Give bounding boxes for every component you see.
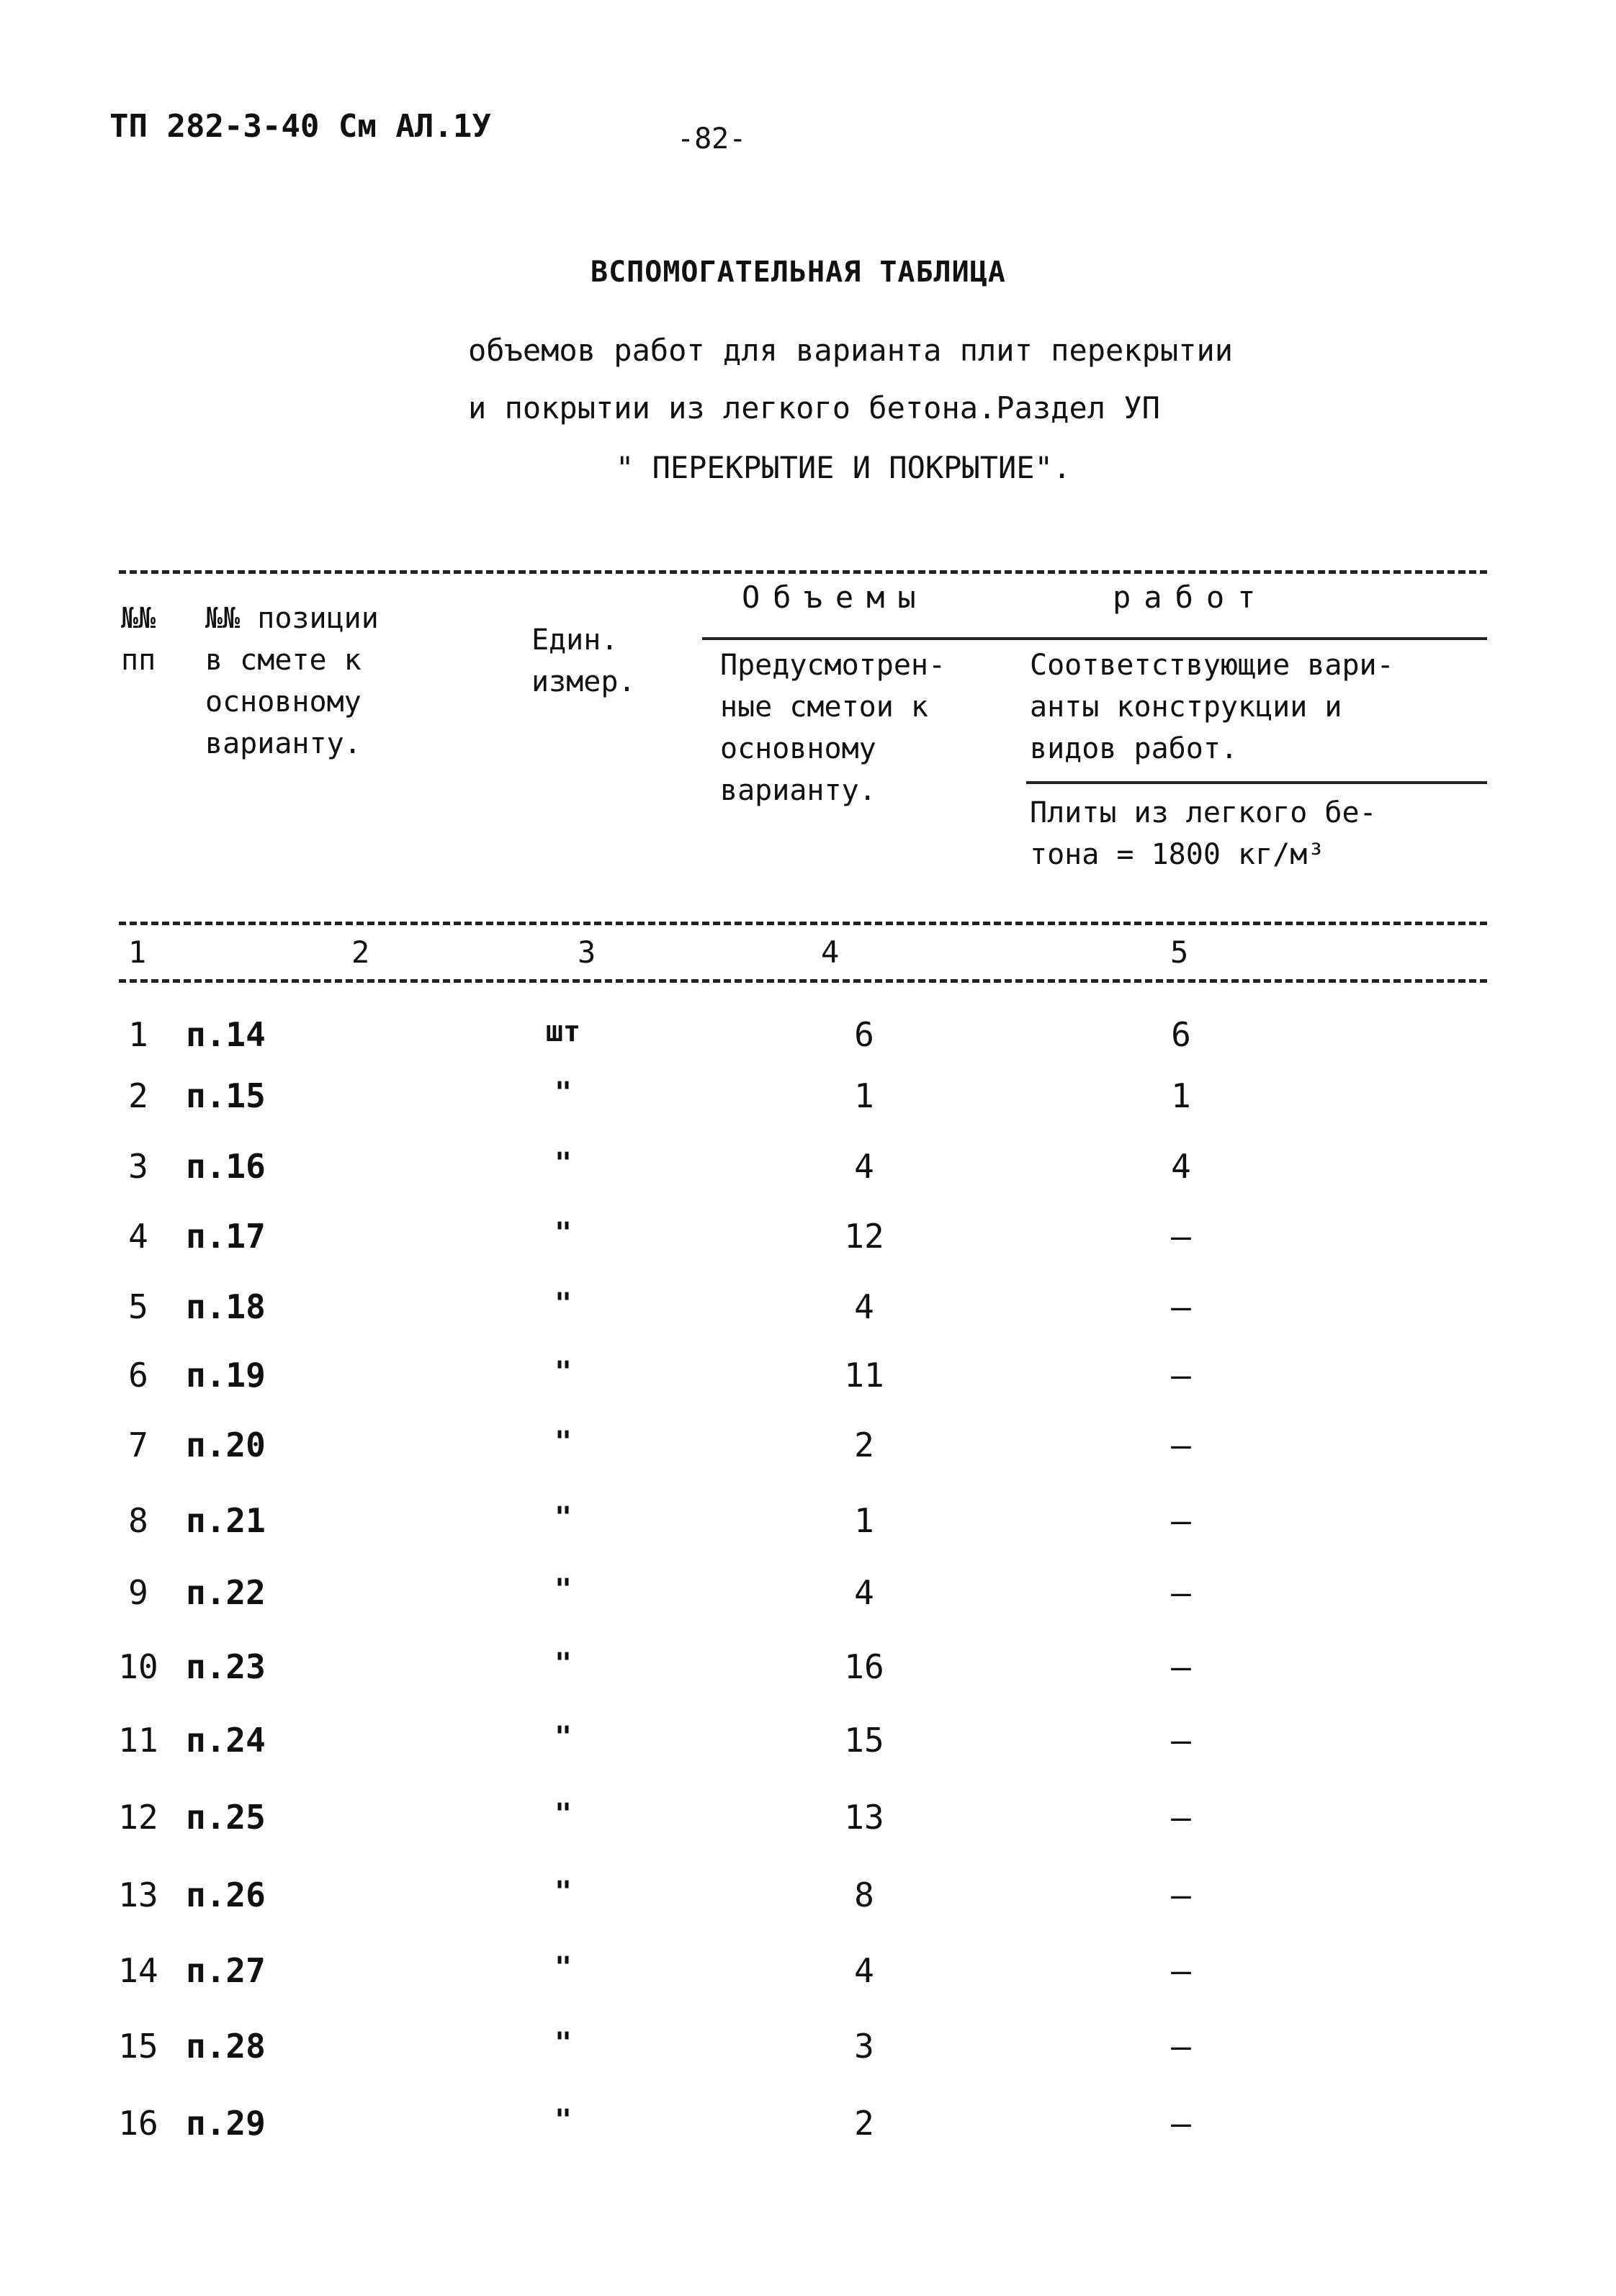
column-number-3: 3	[578, 935, 596, 970]
table-row	[0, 1426, 1616, 1469]
row-unit: "	[554, 1721, 573, 1754]
column-number-2: 2	[351, 935, 370, 970]
table-top-rule	[119, 570, 1487, 574]
row-number: 11	[118, 1721, 158, 1760]
row-position: п.29	[186, 2104, 266, 2143]
header-col-base-volume	[720, 644, 946, 811]
table-row	[0, 1076, 1616, 1120]
row-number: 13	[118, 1876, 158, 1914]
row-number: 4	[128, 1217, 148, 1256]
row-base-volume: 4	[854, 1573, 874, 1612]
header-col-variant-material-line: тона = 1800 кг/м³	[1030, 838, 1325, 871]
row-position: п.18	[186, 1287, 266, 1326]
row-number: 14	[118, 1951, 158, 1990]
column-numbers-bottom-rule	[119, 979, 1487, 983]
column-number-4: 4	[821, 935, 840, 970]
row-variant-volume: –	[1171, 1573, 1191, 1612]
header-col-unit-line: измер.	[531, 665, 636, 698]
table-row	[0, 1287, 1616, 1331]
row-base-volume: 2	[854, 1426, 874, 1464]
row-number: 12	[118, 1798, 158, 1837]
row-base-volume: 4	[854, 1147, 874, 1186]
row-position: п.17	[186, 1217, 266, 1256]
row-unit: "	[554, 1217, 573, 1250]
row-variant-volume: –	[1171, 1217, 1191, 1256]
row-position: п.20	[186, 1426, 266, 1464]
header-col-number	[121, 598, 156, 681]
table-row	[0, 1217, 1616, 1260]
header-col-base-volume-line: варианту.	[720, 774, 876, 807]
row-unit: "	[554, 1356, 573, 1389]
header-works-label: работ	[1113, 580, 1269, 615]
row-unit: "	[554, 1147, 573, 1180]
table-row	[0, 1647, 1616, 1691]
row-base-volume: 13	[844, 1798, 884, 1837]
row-base-volume: 16	[844, 1647, 884, 1686]
row-position: п.16	[186, 1147, 266, 1186]
header-col-position-line: основному	[205, 685, 362, 719]
row-unit: "	[554, 2104, 573, 2137]
row-unit: "	[554, 1076, 573, 1109]
table-row	[0, 2104, 1616, 2147]
table-row	[0, 1951, 1616, 1994]
row-position: п.24	[186, 1721, 266, 1760]
row-position: п.23	[186, 1647, 266, 1686]
table-row	[0, 1573, 1616, 1616]
row-number: 10	[118, 1647, 158, 1686]
header-col-position	[205, 598, 379, 765]
row-number: 7	[128, 1426, 148, 1464]
row-position: п.21	[186, 1501, 266, 1540]
row-base-volume: 6	[854, 1015, 874, 1054]
variant-header-rule	[1026, 781, 1487, 784]
row-variant-volume: –	[1171, 1721, 1191, 1760]
row-variant-volume: –	[1171, 1951, 1191, 1990]
row-number: 5	[128, 1287, 148, 1326]
row-base-volume: 2	[854, 2104, 874, 2143]
row-unit: "	[554, 1647, 573, 1680]
table-subtitle-line-3: " ПЕРЕКРЫТИЕ И ПОКРЫТИЕ".	[616, 450, 1072, 485]
table-row	[0, 1501, 1616, 1544]
table-row	[0, 1876, 1616, 1919]
header-col-unit	[531, 619, 636, 703]
table-row	[0, 2027, 1616, 2070]
row-base-volume: 8	[854, 1876, 874, 1914]
row-variant-volume: 4	[1171, 1147, 1191, 1186]
table-row	[0, 1798, 1616, 1841]
header-col-number-line: пп	[121, 644, 156, 677]
row-position: п.22	[186, 1573, 266, 1612]
header-col-variant	[1030, 644, 1394, 770]
row-unit: "	[554, 1501, 573, 1534]
table-row	[0, 1356, 1616, 1399]
row-variant-volume: –	[1171, 1356, 1191, 1395]
row-base-volume: 12	[844, 1217, 884, 1256]
row-unit: "	[554, 2027, 573, 2060]
row-number: 16	[118, 2104, 158, 2143]
header-col-unit-line: Един.	[531, 623, 619, 657]
row-variant-volume: –	[1171, 2104, 1191, 2143]
header-col-variant-line: Соответствующие вари-	[1030, 649, 1394, 682]
row-variant-volume: –	[1171, 1647, 1191, 1686]
row-number: 2	[128, 1076, 148, 1115]
table-row	[0, 1015, 1616, 1058]
row-position: п.15	[186, 1076, 266, 1115]
row-base-volume: 15	[844, 1721, 884, 1760]
table-subtitle-line-1: объемов работ для варианта плит перекрытии	[468, 333, 1234, 368]
row-variant-volume: –	[1171, 2027, 1191, 2066]
header-col-base-volume-line: ные сметои к	[720, 690, 928, 724]
table-row	[0, 1721, 1616, 1764]
row-number: 8	[128, 1501, 148, 1540]
row-unit: "	[554, 1573, 573, 1606]
row-base-volume: 1	[854, 1076, 874, 1115]
row-base-volume: 3	[854, 2027, 874, 2066]
row-unit: "	[554, 1426, 573, 1459]
header-col-variant-material	[1030, 792, 1377, 875]
column-number-5: 5	[1170, 935, 1189, 970]
row-unit: шт	[545, 1015, 581, 1048]
row-unit: "	[554, 1951, 573, 1984]
volumes-header-rule	[702, 637, 1487, 640]
column-numbers-top-rule	[119, 922, 1487, 925]
row-position: п.26	[186, 1876, 266, 1914]
header-volumes-label: Объемы	[742, 580, 929, 615]
header-col-variant-line: анты конструкции и	[1030, 690, 1342, 724]
table-row	[0, 1147, 1616, 1190]
header-col-base-volume-line: Предусмотрен-	[720, 649, 946, 682]
row-position: п.28	[186, 2027, 266, 2066]
column-number-1: 1	[128, 935, 147, 970]
row-variant-volume: –	[1171, 1798, 1191, 1837]
row-unit: "	[554, 1287, 573, 1320]
header-col-base-volume-line: основному	[720, 732, 876, 765]
header-col-position-line: варианту.	[205, 727, 362, 760]
row-variant-volume: –	[1171, 1876, 1191, 1914]
row-variant-volume: –	[1171, 1426, 1191, 1464]
row-number: 6	[128, 1356, 148, 1395]
row-variant-volume: –	[1171, 1287, 1191, 1326]
row-number: 1	[128, 1015, 148, 1054]
row-number: 15	[118, 2027, 158, 2066]
row-unit: "	[554, 1798, 573, 1831]
row-variant-volume: 6	[1171, 1015, 1191, 1054]
header-col-variant-material-line: Плиты из легкого бе-	[1030, 796, 1377, 829]
header-col-position-line: в смете к	[205, 644, 362, 677]
page-number: -82-	[677, 122, 747, 156]
row-position: п.27	[186, 1951, 266, 1990]
row-base-volume: 11	[844, 1356, 884, 1395]
row-position: п.14	[186, 1015, 266, 1054]
table-title: ВСПОМОГАТЕЛЬНАЯ ТАБЛИЦА	[591, 256, 1006, 289]
header-col-position-line: №№ позиции	[205, 602, 379, 635]
row-number: 3	[128, 1147, 148, 1186]
row-position: п.19	[186, 1356, 266, 1395]
row-base-volume: 4	[854, 1951, 874, 1990]
header-col-number-line: №№	[121, 602, 156, 635]
row-base-volume: 1	[854, 1501, 874, 1540]
header-col-variant-line: видов работ.	[1030, 732, 1238, 765]
row-unit: "	[554, 1876, 573, 1909]
row-variant-volume: –	[1171, 1501, 1191, 1540]
row-base-volume: 4	[854, 1287, 874, 1326]
row-variant-volume: 1	[1171, 1076, 1191, 1115]
table-subtitle-line-2: и покрытии из легкого бетона.Раздел УП	[468, 390, 1160, 426]
row-position: п.25	[186, 1798, 266, 1837]
row-number: 9	[128, 1573, 148, 1612]
document-code: ТП 282-3-40 См АЛ.1У	[109, 108, 491, 145]
